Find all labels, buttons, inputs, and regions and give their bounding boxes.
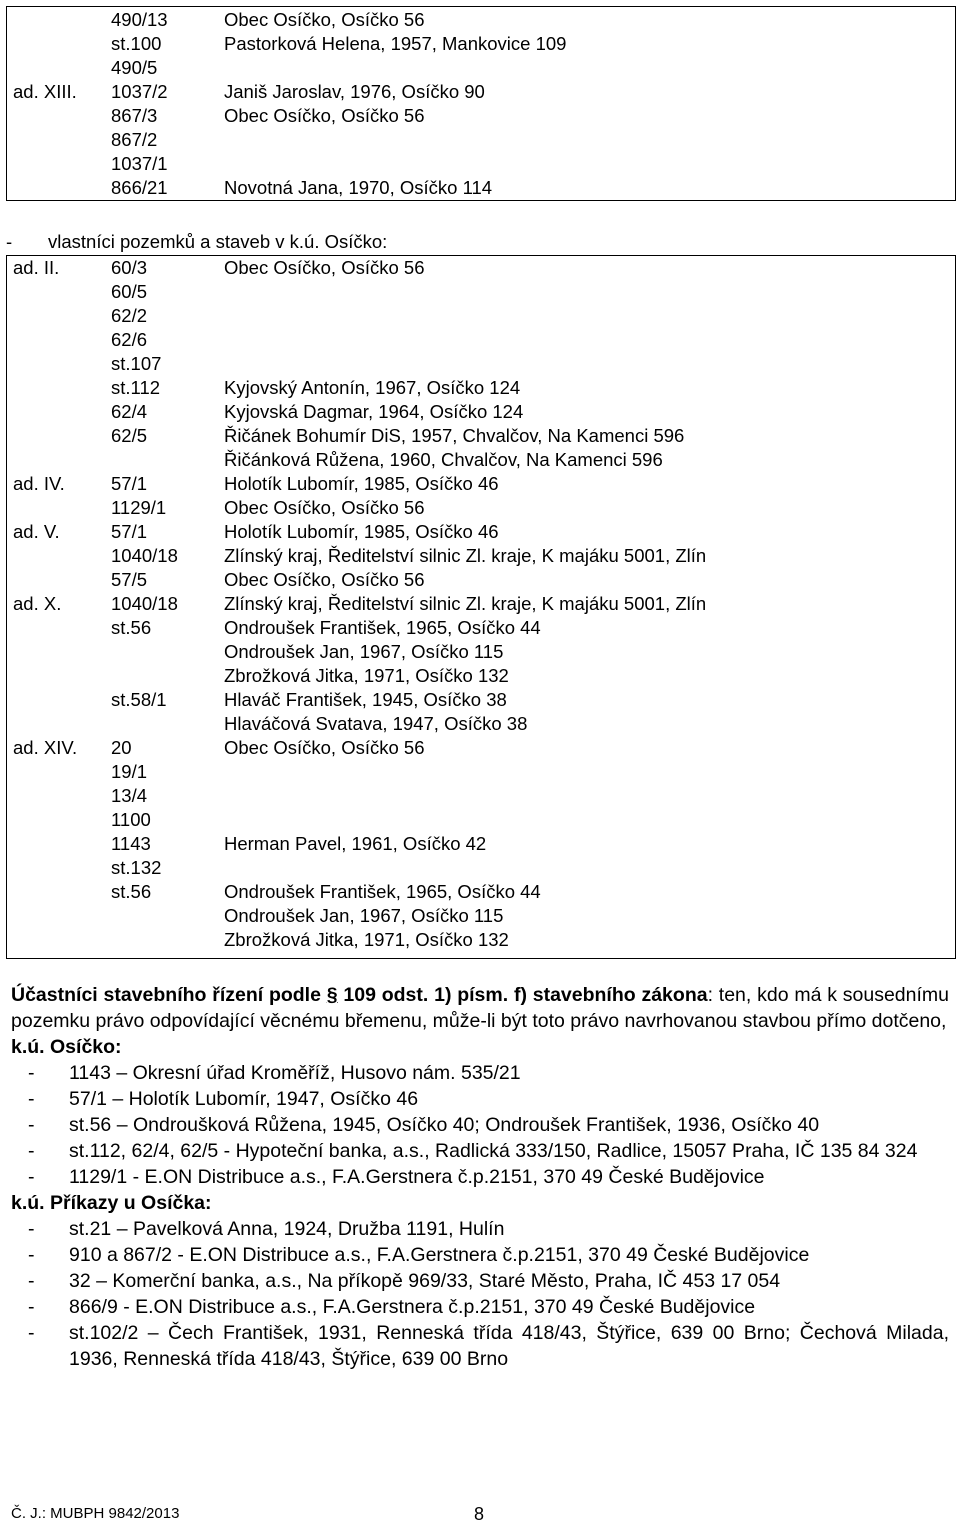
table-row [7, 400, 955, 424]
parcel-number-cell: 62/6 [111, 329, 148, 350]
bullet-dash: - [28, 1296, 35, 1318]
cadastre-list-prikazy [11, 1216, 949, 1372]
parcel-number-cell: 866/21 [111, 177, 168, 198]
owner-cell: Zbrožková Jitka, 1971, Osíčko 132 [224, 929, 509, 950]
list-item [11, 1320, 949, 1372]
parcel-number-cell: 1100 [111, 809, 151, 830]
table-row [7, 664, 955, 688]
parcel-number-cell: 490/5 [111, 57, 158, 78]
owner-cell: Obec Osíčko, Osíčko 56 [224, 737, 425, 758]
table-row [7, 544, 955, 568]
table-row [7, 568, 955, 592]
parcel-number-cell: 62/2 [111, 305, 148, 326]
table-row [7, 32, 955, 56]
participants-label-prefix: Účastníci stavebního řízení podle [11, 984, 327, 1006]
owner-cell: Zlínský kraj, Ředitelství silnic Zl. kraje, K majáku 5001, Zlín [224, 545, 707, 566]
table-row [7, 8, 955, 32]
page-number: 8 [474, 1504, 485, 1524]
parcel-number-cell: 57/1 [111, 473, 148, 494]
row-section-cell: ad. XIV. [13, 737, 78, 758]
table-row [7, 328, 955, 352]
owner-cell: Ondroušek František, 1965, Osíčko 44 [224, 617, 541, 638]
table-row [7, 760, 955, 784]
parcel-number-cell: 1040/18 [111, 545, 178, 566]
table-row [7, 256, 955, 280]
bullet-dash: - [28, 1088, 35, 1110]
row-section-cell: ad. II. [13, 257, 60, 278]
list-item-text: 866/9 - E.ON Distribuce a.s., F.A.Gerstnera č.p.2151, 370 49 České Budějovice [69, 1296, 756, 1318]
parcel-number-cell: st.107 [111, 353, 162, 374]
owner-cell: Pastorková Helena, 1957, Mankovice 109 [224, 33, 567, 54]
table-row [7, 616, 955, 640]
list-item-text: st.112, 62/4, 62/5 - Hypoteční banka, a.s., Radlická 333/150, Radlice, 15057 Praha, IČ 135 84 324 [69, 1140, 918, 1162]
participants-description: : ten, kdo má k sousednímu pozemku právo odpovídající věcnému břemenu, může-li být toto právo navrhovanou stavbou přímo dotčeno, [11, 984, 949, 1032]
list-item [11, 1164, 949, 1190]
list-item [11, 1138, 949, 1164]
owner-cell: Obec Osíčko, Osíčko 56 [224, 257, 425, 278]
owners-table-top [6, 6, 956, 201]
bullet-dash: - [28, 1062, 35, 1084]
section-text: vlastníci pozemků a staveb v k.ú. Osíčko: [48, 231, 388, 252]
participants-label-law: 109 odst. 1) písm. f) stavebního zákona [337, 984, 708, 1006]
table-row [7, 904, 955, 928]
parcel-number-cell: st.56 [111, 617, 152, 638]
list-item [11, 1060, 949, 1086]
table-row [7, 280, 955, 304]
parcel-number-cell: st.112 [111, 377, 161, 398]
owner-cell: Obec Osíčko, Osíčko 56 [224, 569, 425, 590]
row-section-cell: ad. XIII. [13, 81, 77, 102]
table-row [7, 352, 955, 376]
parcel-number-cell: 62/4 [111, 401, 148, 422]
table-row [7, 104, 955, 128]
document-reference: Č. J.: MUBPH 9842/2013 [11, 1505, 180, 1522]
owner-cell: Janiš Jaroslav, 1976, Osíčko 90 [224, 81, 485, 102]
table-row [7, 640, 955, 664]
list-item-text: st.56 – Ondroušková Růžena, 1945, Osíčko 40; Ondroušek František, 1936, Osíčko 40 [69, 1114, 820, 1136]
parcel-number-cell: 1040/18 [111, 593, 178, 614]
list-item-text: 1129/1 - E.ON Distribuce a.s., F.A.Gerstnera č.p.2151, 370 49 České Budějovice [69, 1166, 765, 1188]
table-row [7, 808, 955, 832]
cadastre-heading-osicko: k.ú. Osíčko: [11, 1036, 122, 1058]
table-row [7, 56, 955, 80]
section-dash: - [6, 231, 13, 252]
list-item-text: 910 a 867/2 - E.ON Distribuce a.s., F.A.Gerstnera č.p.2151, 370 49 České Budějovice [69, 1244, 810, 1266]
table-row [7, 448, 955, 472]
list-item-text: 32 – Komerční banka, a.s., Na příkopě 969/33, Staré Město, Praha, IČ 453 17 054 [69, 1270, 781, 1292]
parcel-number-cell: 1143 [111, 833, 151, 854]
cadastre-heading-prikazy: k.ú. Příkazy u Osíčka: [11, 1192, 212, 1214]
section-sign: § [326, 984, 338, 1006]
cadastre-list-osicko [11, 1060, 949, 1190]
owner-cell: Herman Pavel, 1961, Osíčko 42 [224, 833, 487, 854]
parcel-number-cell: 867/3 [111, 105, 158, 126]
owner-cell: Kyjovská Dagmar, 1964, Osíčko 124 [224, 401, 524, 422]
bullet-dash: - [28, 1322, 35, 1344]
owner-cell: Ondroušek Jan, 1967, Osíčko 115 [224, 641, 504, 662]
table-row [7, 128, 955, 152]
row-section-cell: ad. IV. [13, 473, 65, 494]
owner-cell: Řičánek Bohumír DiS, 1957, Chvalčov, Na Kamenci 596 [224, 425, 685, 446]
parcel-number-cell: 490/13 [111, 9, 168, 30]
parcel-number-cell: 13/4 [111, 785, 148, 806]
parcel-number-cell: 20 [111, 737, 132, 758]
table-row [7, 688, 955, 712]
parcel-number-cell: 60/3 [111, 257, 148, 278]
bullet-dash: - [28, 1244, 35, 1266]
parcel-number-cell: 60/5 [111, 281, 148, 302]
table-row [7, 712, 955, 736]
owner-cell: Hlaváčová Svatava, 1947, Osíčko 38 [224, 713, 528, 734]
bullet-dash: - [28, 1114, 35, 1136]
table-row [7, 736, 955, 760]
table-row [7, 152, 955, 176]
owner-cell: Obec Osíčko, Osíčko 56 [224, 105, 425, 126]
row-section-cell: ad. X. [13, 593, 62, 614]
parcel-number-cell: 57/5 [111, 569, 148, 590]
table-row [7, 496, 955, 520]
table-row [7, 520, 955, 544]
owner-cell: Ondroušek František, 1965, Osíčko 44 [224, 881, 541, 902]
parcel-number-cell: st.58/1 [111, 689, 167, 710]
list-item [11, 1216, 949, 1242]
list-item [11, 1086, 949, 1112]
owner-cell: Obec Osíčko, Osíčko 56 [224, 497, 425, 518]
owner-cell: Ondroušek Jan, 1967, Osíčko 115 [224, 905, 504, 926]
list-item [11, 1294, 949, 1320]
parcel-number-cell: 57/1 [111, 521, 148, 542]
parcel-number-cell: st.100 [111, 33, 162, 54]
parcel-number-cell: 62/5 [111, 425, 148, 446]
parcel-number-cell: st.56 [111, 881, 152, 902]
parcel-number-cell: st.132 [111, 857, 162, 878]
bullet-dash: - [28, 1166, 35, 1188]
table-row [7, 424, 955, 448]
owner-cell: Kyjovský Antonín, 1967, Osíčko 124 [224, 377, 521, 398]
table-row [7, 472, 955, 496]
parcel-number-cell: 19/1 [111, 761, 148, 782]
bullet-dash: - [28, 1270, 35, 1292]
parcel-number-cell: 1037/1 [111, 153, 168, 174]
owner-cell: Obec Osíčko, Osíčko 56 [224, 9, 425, 30]
table-row [7, 304, 955, 328]
list-item [11, 1242, 949, 1268]
list-item [11, 1112, 949, 1138]
list-item [11, 1268, 949, 1294]
table-row [7, 856, 955, 880]
owners-table-top-body [7, 7, 955, 200]
owners-table-main [6, 255, 956, 959]
parcel-number-cell: 1129/1 [111, 497, 167, 518]
list-item-text: 57/1 – Holotík Lubomír, 1947, Osíčko 46 [69, 1088, 419, 1110]
section-heading [6, 230, 906, 254]
owner-cell: Novotná Jana, 1970, Osíčko 114 [224, 177, 493, 198]
owners-table-main-body [7, 256, 955, 952]
table-row [7, 376, 955, 400]
participants-paragraph [11, 982, 949, 1034]
table-row [7, 80, 955, 104]
owner-cell: Zbrožková Jitka, 1971, Osíčko 132 [224, 665, 509, 686]
list-item-text: st.21 – Pavelková Anna, 1924, Družba 1191, Hulín [69, 1218, 505, 1240]
owner-cell: Hlaváč František, 1945, Osíčko 38 [224, 689, 507, 710]
list-item-text: 1143 – Okresní úřad Kroměříž, Husovo nám. 535/21 [69, 1062, 521, 1084]
table-row [7, 832, 955, 856]
parcel-number-cell: 1037/2 [111, 81, 168, 102]
table-row [7, 928, 955, 952]
table-row [7, 592, 955, 616]
bullet-dash: - [28, 1140, 35, 1162]
owner-cell: Řičánková Růžena, 1960, Chvalčov, Na Kamenci 596 [224, 449, 663, 470]
table-row [7, 784, 955, 808]
owner-cell: Holotík Lubomír, 1985, Osíčko 46 [224, 521, 499, 542]
bullet-dash: - [28, 1218, 35, 1240]
owner-cell: Zlínský kraj, Ředitelství silnic Zl. kraje, K majáku 5001, Zlín [224, 593, 707, 614]
parcel-number-cell: 867/2 [111, 129, 158, 150]
table-row [7, 880, 955, 904]
owner-cell: Holotík Lubomír, 1985, Osíčko 46 [224, 473, 499, 494]
participants-section [11, 982, 949, 1372]
table-row [7, 176, 955, 200]
row-section-cell: ad. V. [13, 521, 60, 542]
list-item-text: st.102/2 – Čech František, 1931, Renneská třída 418/43, Štýřice, 639 00 Brno; Čechová Milada, 1936, Renneská třída 418/43, Štýřice, 639 00 Brno [69, 1322, 949, 1370]
